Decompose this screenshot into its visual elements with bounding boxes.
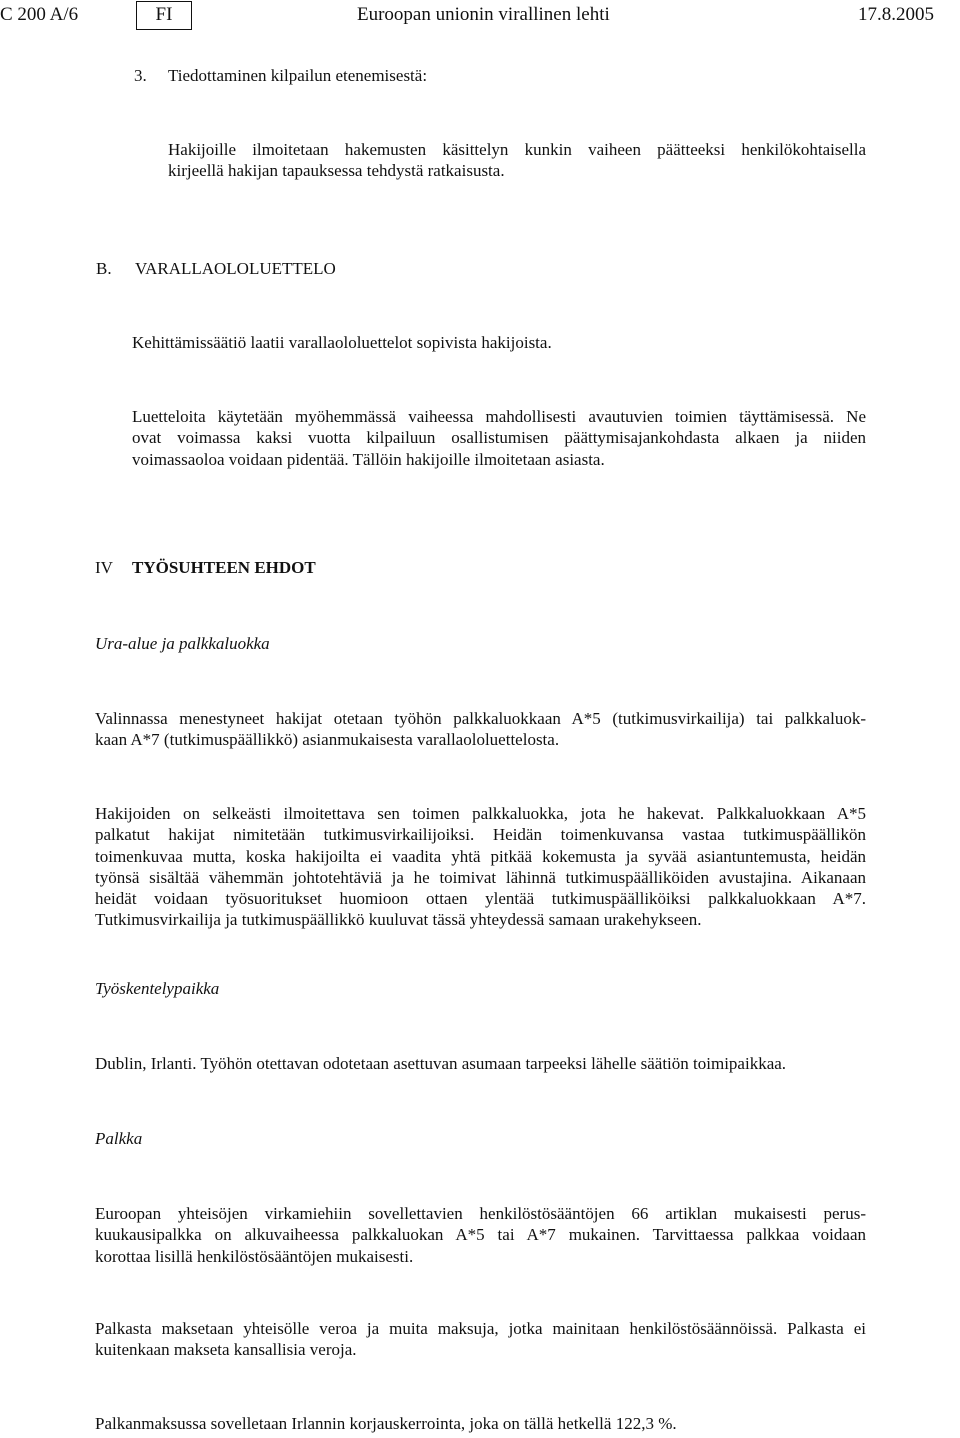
text-line: kuukausipalkka on alkuvaiheessa palkkaluokan A*5 tai A*7 mukainen. Tarvittaessa palkkaa voidaan [95, 1225, 866, 1245]
text-line: Tutkimusvirkailija ja tutkimuspäällikkö kuuluvat tässä yhteydessä samaan urakehykseen. [95, 910, 702, 930]
chapter-heading: TYÖSUHTEEN EHDOT [132, 558, 316, 577]
paragraph [95, 1203, 866, 1267]
item-heading: Tiedottaminen kilpailun etenemisestä: [168, 66, 428, 85]
subheading: Ura-alue ja palkkaluokka [95, 634, 270, 653]
text-line: Hakijoille ilmoitetaan hakemusten käsittelyn kunkin vaiheen päätteeksi henkilökohtaisella [168, 140, 866, 159]
text-line: heidät voidaan työsuoritukset huomioon ottaen ylentää tutkimuspäälliköiksi palkkaluokkaan A*7. [95, 889, 866, 909]
section-heading: VARALLAOLOLUETTELO [135, 259, 336, 278]
text-line: voimassaoloa voidaan pidentää. Tällöin hakijoille ilmoitetaan asiasta. [132, 449, 605, 469]
text-line: Luetteloita käytetään myöhemmässä vaiheessa mahdollisesti avautuvien toimien täyttämisessä. Ne [132, 407, 866, 426]
text-line: palkatut hakijat nimitetään tutkimusvirkailijoiksi. Heidän toimenkuvansa vastaa tutkimuspäällikön [95, 825, 866, 845]
paragraph: Kehittämissäätiö laatii varallaololuettelot sopivista hakijoista. [132, 333, 552, 352]
page-reference: C 200 A/6 [0, 4, 79, 25]
language-code-box: FI [136, 1, 192, 30]
text-line: ovat voimassa kaksi vuotta kilpailuun osallistumisen päättymisajankohdasta alkaen ja niiden [132, 428, 866, 448]
publication-date: 17.8.2005 [858, 4, 934, 25]
text-line: Valinnassa menestyneet hakijat otetaan työhön palkkaluokkaan A*5 (tutkimusvirkailija) tai palkkaluok- [95, 709, 866, 728]
subheading: Palkka [95, 1129, 143, 1148]
paragraph [95, 708, 866, 751]
paragraph [132, 406, 866, 470]
text-line: Hakijoiden on selkeästi ilmoitettava sen toimen palkkaluokka, jota he hakevat. Palkkaluokkaan A*5 [95, 804, 866, 823]
text-line: Euroopan yhteisöjen virkamiehiin sovellettavien henkilöstösääntöjen 66 artiklan mukaisesti perus- [95, 1204, 866, 1223]
text-line: työnsä sisältää vähemmän johtotehtäviä ja he toimivat lähinnä tutkimuspäälliköiden avustajina. Aikanaan [95, 867, 866, 887]
paragraph: Dublin, Irlanti. Työhön otettavan odotetaan asettuvan asumaan tarpeeksi lähelle säätiön toimipaikkaa. [95, 1054, 787, 1073]
text-line: kuitenkaan makseta kansallisia veroja. [95, 1340, 357, 1360]
text-line: toimenkuvaa mutta, koska hakijoilta ei vaadita yhtä pitkää kokemusta ja syvää asiantuntemusta, heidän [95, 846, 866, 866]
subheading: Työskentelypaikka [95, 979, 220, 998]
item-number: 3. [134, 66, 147, 85]
chapter-numeral: IV [95, 558, 113, 577]
text-line: Palkasta maksetaan yhteisölle veroa ja muita maksuja, jotka mainitaan henkilöstösäännöissä. Palkasta ei [95, 1319, 866, 1338]
section-letter: B. [96, 259, 112, 278]
paragraph: Palkanmaksussa sovelletaan Irlannin korjauskerrointa, joka on tällä hetkellä 122,3 %. [95, 1414, 677, 1433]
paragraph [95, 1318, 866, 1361]
paragraph [95, 803, 866, 931]
text-line: kirjeellä hakijan tapauksessa tehdystä ratkaisusta. [168, 161, 505, 181]
paragraph [168, 139, 866, 182]
text-line: kaan A*7 (tutkimuspäällikkö) asianmukaisesta varallaololuettelosta. [95, 730, 560, 750]
text-line: korottaa lisillä henkilöstösääntöjen mukaisesti. [95, 1246, 414, 1266]
journal-title: Euroopan unionin virallinen lehti [357, 4, 610, 25]
